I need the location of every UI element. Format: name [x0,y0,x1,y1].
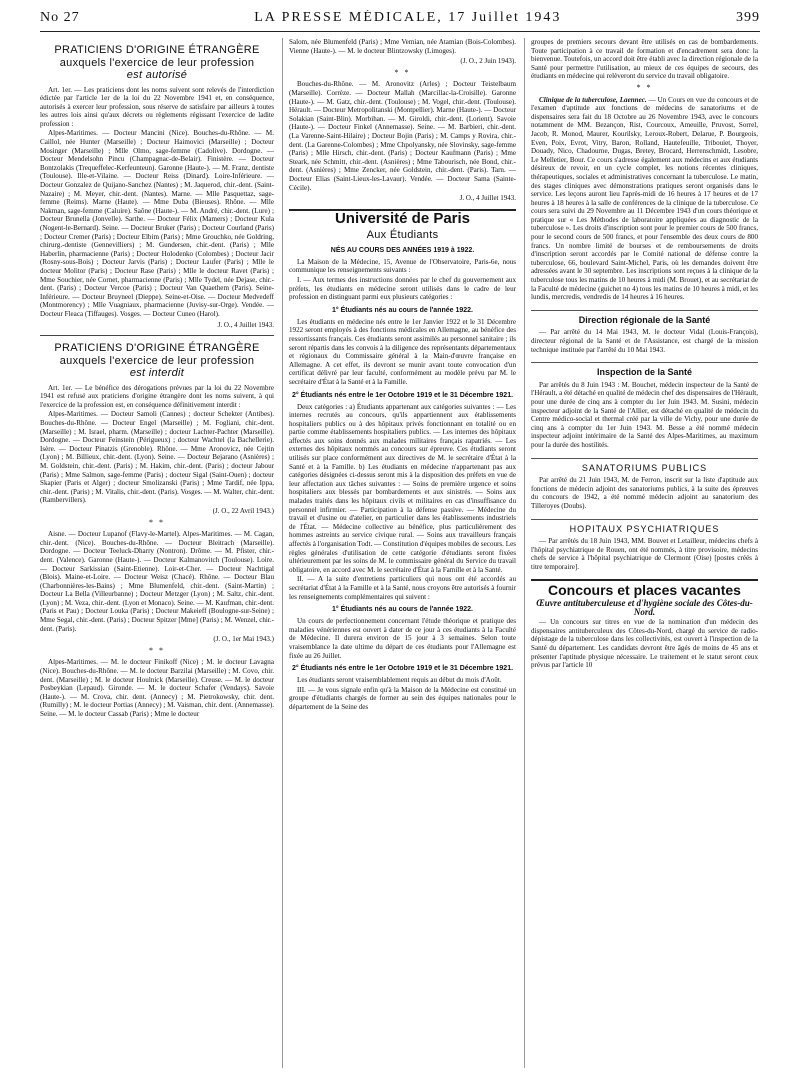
page-number: 399 [735,10,760,25]
students-title: Aux Étudiants [366,229,439,242]
paragraph: Un cours de perfectionnement concernant l'étude théorique et pratique des maladies vénériennes est ouvert à dater de ce jour à ces étudiants à la Faculté de Médecine. Il durera environ de 15 jour à 3 semaines. Selon toute vraisemblance la date ultime du départ de ces étudiants pour l'Allemagne est fixée au 26 Juillet. [289,617,516,660]
paragraph: Deux catégories : a) Étudiants appartenant aux catégories suivantes : — Les internes recrutés au concours, qu'ils appartiennent aux établissements hospitaliers publics ou à des hôpitaux privés fonctionnant en totalité ou en partie comme établissements hospitaliers publics. — Les internes des hôpitaux affectés aux soins donnés aux malades militaires français rapatriés. — Les externes des hôpitaux nommés au concours sur épreuve. Ces étudiants seront utilisés sur place conformément aux directives de M. le secrétaire d'État à la Santé et à la Famille. b) Les étudiants en médecine n'appartenant pas aux catégories désignées ci-dessus seront mis à la disposition des préfets en vue de leur affectation aux tâches suivantes : — Soins de première urgence et soins hospitaliers aux blessés par bombardements et aux sinistrés. — Soins aux malades traités dans les hôpitaux civils et militaires en cas d'insuffisance du personnel infirmier. — Participation à la défense passive. — Médecine du travail et d'usine ou d'atelier, en particulier dans les établissements industriels de l'État. — Médecine collective au bénéfice, plus particulièrement des hommes astreints au service civique rural. — Soins aux travailleurs français affectés à l'organisation Todt. — Constitution d'équipes mobiles de secours. Les règles générales d'utilisation de cette catégorie d'étudiants seront fixées ultérieurement par les soins de M. le commissaire général du Service du travail obligatoire, en accord avec M. le secrétaire d'État à la Famille et à la Santé. [289,402,516,574]
students-subtitle: NÉS AU COURS DES ANNÉES 1919 à 1922. [330,246,475,254]
section-subtitle-line: auxquels l'exercice de leur profession [59,56,255,69]
regional-health-title: Direction régionale de la Santé [531,310,758,325]
columns [40,38,760,1068]
source-signature: (J. O., 22 Avril 1943.) [212,506,274,515]
continued-list: Salom, née Blumenfeld (Paris) ; Mme Vemian, née Atamian (Bois-Colombes). Vienne (Haute-). — M. le docteur Blintzowsky (Limoges). [289,38,516,55]
clinic-heading: Clinique de la tuberculose, Laennec. [539,95,647,104]
paragraph: Par arrêtés du 8 Juin 1943 : M. Bouchet, médecin inspecteur de la Santé de l'Hérault, a été détaché en qualité de médecin chef des dispensaires de l'Hérault, pour une durée de cinq ans à compter du 1er Juin 1943. M. Susini, médecin inspecteur adjoint de la Santé de l'Allier, est détaché en qualité de médecin du Centre médico-social et thermal créé par la ville de Vichy, pour une durée de cinq ans à compter du 1er Juin 1943. M. Besse a été nommé médecin inspecteur adjoint intérimaire de la Santé des Alpes-Maritimes, au maximum pour la durée des hostilités. [531,380,758,449]
divider [40,335,274,336]
separator-stars: * * [394,67,411,77]
paragraph: III. — Je vous signale enfin qu'à la Maison de la Médecine est constitué un groupe d'étudiants chargés de former au sein des équipes nationales pour le département de la Seine des [289,685,516,711]
competitions-title: Concours et places vacantes [531,579,758,595]
section-title-line: PRATICIENS D'ORIGINE ÉTRANGÈRE [54,44,260,56]
forbidden-list-3: Alpes-Maritimes. — M. le docteur Finikoff (Nice) ; M. le docteur Lavagna (Nice). Bouches-du-Rhône. — M. le docteur Barzilai (Marseille) ; M. Covo, chir. dent. (Marseille) ; M. le docteur Houlnick (Marseille). Creuse. — M. le docteur Posbeykian (Lepaud). Gironde. — M. le docteur Schafer (Vendays). Savoie (Haute-). — M. Crova, chir. dent. (Annecy) ; M. Pietrokowsky, chir. dent. (Rumilly) ; M. le docteur Portias (Annecy) ; M. Vaisman, chir. dent. (Annemasse). Seine. — M. le docteur Cassab (Paris) ; Mme le docteur [40,658,274,718]
masthead-title: LA PRESSE MÉDICALE, 17 Juillet 1943 [254,10,562,25]
article-paragraph: Art. 1er. — Le bénéfice des dérogations prévues par la loi du 22 Novembre 1941 est refusé aux praticiens d'origine étrangère dont les noms suivent, à qui l'exercice de la profession est, en conséquence définitivement interdit : [40,383,274,409]
column-3 [524,38,758,1068]
separator-stars: * * [149,645,165,655]
paragraph: groupes de premiers secours devant être utilisés en cas de bombardements. Toute participation à ce travail de formation et d'encadrement sera donc la bienvenue. Toutefois, un accord doit être établi avec la direction régionale de la Santé pour permettre l'utilisation, au mieux de ces équipes de secours, des étudiants en médecine qui relèveront du service du travail obligatoire. [531,38,758,81]
column-2 [282,38,516,1068]
section-title-authorized [40,44,274,82]
subheading: 1° Étudiants nés au cours de l'année 1922. [331,606,473,614]
psychiatric-hospitals-title: HOPITAUX PSYCHIATRIQUES [531,519,758,534]
section-title-forbidden [40,342,274,380]
article-paragraph: Art. 1er. — Les praticiens dont les noms suivent sont relevés de l'interdiction édictée par l'article 1er de la loi du 22 Novembre 1941 et, en conséquence, autorisés à exercer leur profession, sous réserve de satisfaire par ailleurs à toutes les autres lois ainsi qu'aux décrets ou règlements régissant l'exercice de ladite profession : [40,85,274,128]
newspaper-page [40,10,760,1072]
subheading: 2° Étudiants nés entre le 1er Octobre 1919 et le 31 Décembre 1921. [291,665,514,673]
university-title: Université de Paris [289,209,516,224]
source-signature: J. O., 4 Juillet 1943. [459,194,516,203]
source-signature: (J. O., 1er Mai 1943.) [213,635,274,644]
paragraph: II. — A la suite d'entretiens particuliers qui nous ont été accordés au secrétariat d'État à la Famille et à la Santé, nous croyons être autorisés à fournir les renseignements complémentaires qui suivent : [289,575,516,601]
separator-stars: * * [149,517,165,527]
authorized-list: Alpes-Maritimes. — Docteur Mancini (Nice). Bouches-du-Rhône. — M. Caillol, née Hunter (Marseille) ; Docteur Haimovici (Marseille) ; Docteur Mosinger (Marseille) ; Mlle Olmo, sage-femme (Cadolive). Dordogne. — Docteur Mendelsohn Pincu (Champagnac-de-Belair). Finistère. — Docteur Bontzolakis (Trequeffelec-Kerfeunteun). Garonne (Haute-). — M. Franz, dentiste (Toulouse). Ille-et-Vilaine. — Docteur Reiss (Dinard). Loire-Inférieure. — Docteur Gonzalez de Quijano-Sanchez (Nantes) ; M. Jaquerod, chir.-dent. (Saint-Nazaire) ; M. Meyer, chir.-dent. (Nantes). Marne. — Mlle Pasquettaz, sage-femme (Reims). Marne (Haute). — Mme Duba (Bieuses). Rhône. — Mlle Nakman, sage-femme (Caluire). Saône (Haute-). — M. André, chir.-dent. (Lure) ; Docteur Brunella (Jonvelle). Sarthe. — Docteur Félix (Mamers) ; Docteur Kula (Nogent-le-Bernard). Seine. — Docteur Bruker (Paris) ; Docteur Courland (Paris) ; Docteur Cremer (Paris) ; Docteur Elbim (Paris) ; Mme Grouchko, née Goldring, chirurg.-dentiste (Gennevilliers) ; M. Gundersen, chir.-dent. (Paris) ; Mlle Haberlin, pharmacienne (Paris) ; Docteur Holodenko (Colombes) ; Docteur Jacir (Rosny-sous-Bois) ; Docteur Jarvis (Paris) ; Docteur Laufer (Paris) ; Mlle le docteur Molitor (Paris) ; Docteur Rase (Paris) ; Mlle le docteur Ravet (Paris) ; Mme Souchier, née Cornet, pharmacienne (Paris) ; Mlle Tydel, née Dejase, chir.-dent. (Paris) ; Docteur Vercoe (Paris) ; Docteur Van Quaethem (Paris). Seine-Inférieure. — Docteur Bruyneel (Dieppe). Seine-et-Oise. — Docteur Medvedeff (Montmorency) ; Mlle Vuagniaux, pharmacienne (Juvisy-sur-Orge). Vendée. — Docteur Fleaca (Tiffauges). Vosges. — Docteur Cuneo (Harol). [40,129,274,318]
issue-number: No 27 [40,10,80,25]
health-inspection-title: Inspection de la Santé [531,362,758,377]
clinic-text: — Un Cours en vue du concours et de l'examen d'aptitude aux fonctions de médecins de sanatoriums et de dispensaires sera fait du 18 Octobre au 26 Novembre 1943, avec le concours notamment de MM. Bezançon, Rist, Courcoux, Ameuille, Pruvost, Sorrel, Jacob, R. Monod, Maurer, Kourilsky, Leroux-Robert, Delarue, P. Bourgeois, Even, Poix, Evrot, Vitry, Baron, Rolland, Hautefeuille, Tribouiet, Thoyer, Douady, Nico, Chadourne, Dugas, Bretey, Brocard, Herrenschmidt, Lesobre, Le Melletier, Bour. Ce cours s'adresse également aux médecins et aux étudiants désireux de revoir, en un cycle complet, les notions récentes cliniques, thérapeutiques, sociales et administratives concernant la tuberculose. Le matin, des stages cliniques avec démonstrations pratiques seront organisés dans le service. Les leçons auront lieu l'après-midi de 16 heures à 17 heures et de 17 heures à 18 heures à la salle de conférences de la clinique de la tuberculose. Ce cours sera suivi du 29 Novembre au 11 Décembre 1943 d'un cours théorique et pratique sur « Les Méthodes de laboratoire appliquées au diagnostic de la tuberculose ». Les droits d'inscription sont pour le premier cours de 500 francs, pour le second cours de 500 francs, et pour l'ensemble des deux cours de 800 francs. Un nombre limité de bourses et de remboursements de droits d'inscription seront accordés par le Comité national de défense contre la tuberculose, 66, boulevard Saint-Michel, Paris, où les demandes doivent être adressées avant le 30 septembre. Les inscriptions sont reçues à la clinique de la tuberculose tous les matins de 10 heures à midi (M. Brouet), et au secrétariat de la Faculté de médecine (guichet no 4) tous les matins de 10 heures à midi, et les lundis, mercredis, vendredis de 14 heures à 16 heures. [531,95,758,302]
forbidden-list-4: Bouches-du-Rhône. — M. Aronovitz (Arles) ; Docteur Teistelbaum (Marseille). Corrèze. — Docteur Mallah (Marcillac-la-Croisille). Garonne (Haute-). — M. Gatz, chir.-dent. (Toulouse) ; M. Vogel, chir.-dent. (Toulouse). Hérault. — Docteur Metropolitanski (Montpellier). Marne (Haute-). — Docteur Solakian (Saint-Blin). Morbihan. — M. Giroldi, chir.-dent. (Lorient). Savoie (Haute-). — Docteur Finkel (Annemasse). Seine. — M. Barbieri, chir.-dent. (La Varenne-Saint-Hilaire) ; Docteur Bojin (Paris) ; M. Camps y Rovira, chir.-dent. (La Garenne-Colombes) ; Mme Chpolyansky, née Slovinsky, sage-femme (Paris) ; Mlle Hirsch, chir.-dent. (Paris) ; Docteur Kaufmann (Paris) ; Mme Steark, née Schmitt, chir.-dent. (Asnières) ; Mme Tabourisch, née Bond, chir.-dent. (Asnières) ; Mme Zencker, née Goldstein, chir.-dent. (Paris). Tarn. — Docteur Elias (Saint-Lieux-les-Lavaur). Vendée. — Docteur Sama (Sainte-Cécile). [289,80,516,192]
source-signature: (J. O., 2 Juin 1943). [460,57,516,66]
column-1 [40,38,274,1068]
section-subtitle-emphasis: est autorisé [126,69,188,81]
page-header [40,10,760,32]
subheading: 1° Étudiants nés au cours de l'année 1922. [331,306,473,314]
forbidden-list-2: Aisne. — Docteur Lupanof (Flavy-le-Martel). Alpes-Maritimes. — M. Cagan, chir.-dent. (Nice). Bouches-du-Rhône. — Docteur Bleitrach (Marseille). Dordogne. — Docteur Teeluck-Dharry (Nontron). Drôme. — M. Pfister, chir.-dent. (Valence). Garonne (Haute-). — Docteur Kalmanovitch (Toulouse). Loire. — Docteur Sarkissian (Saint-Etienne). Loir-et-Cher. — Docteur Nachtigal (Blois). Maine-et-Loire. — Docteur Weisz (Chacé). Rhône. — Docteur Blau (Charbonnières-les-Bains) ; Mme Blumenfeld, chir.-dent. (Saint-Martin) ; Docteur La Bella (Villeurbanne) ; Docteur Metzger (Lyon) ; M. Saltz, chir.-dent. (Lyon) ; M. Veza, chir.-dent. (Lyon et Monaco). Seine. — M. Kaufman, chir.-dent. (Paris et Pau) ; Docteur Louka (Paris) ; Docteur Makeieff (Boulogne-sur-Seine) ; Mme Segal, chir.-dent. (Paris) ; Docteur Spitzer [Mme] (Paris) ; M. Wenzel, chir.-dent. (Paris). [40,530,274,633]
paragraph: — Par arrêtés du 18 Juin 1943, MM. Bouvet et Letailleur, médecins chefs à l'hôpital psychiatrique de Rouen, ont été nommés, à titre provisoire, médecins chefs de service à l'hôpital psychiatrique de Clermont (Oise) [postes créés à titre temporaire]. [531,537,758,571]
paragraph: La Maison de la Médecine, 15, Avenue de l'Observatoire, Paris-6e, nous communique les renseignements suivants : [289,257,516,275]
source-signature: J. O., 4 Juillet 1943. [217,320,274,329]
paragraph: — Un concours sur titres en vue de la nomination d'un médecin des dispensaires antituberculeux des Côtes-du-Nord, chargé du service de radio-dépistage de la tuberculose dans les collectivités, est ouvert à l'inspection de la Santé du département. Les candidats devront être âgés de moins de 45 ans et présenter l'aptitude physique nécessaire. Le traitement et le statut seront ceux prévus par l'article 10 [531,618,758,670]
paragraph: Les étudiants seront vraisemblablement requis au début du mois d'Août. [297,676,502,685]
oeuvre-heading: Œuvre antituberculeuse et d'hygiène sociale des Côtes-du-Nord. [536,598,753,617]
section-subtitle-line: auxquels l'exercice de leur profession [59,354,255,367]
forbidden-list: Alpes-Maritimes. — Docteur Samoli (Cannes) ; docteur Schekter (Antibes). Bouches-du-Rhône. — Docteur Engel (Marseille) ; M. Fogliani, chir.-dent. (Marseille) ; M. Israel, pharm. (Marseille) ; docteur Lachter-Pachter (Marseille). Dordogne. — Docteur Feinstein (Périgueux) ; docteur Wachtel (la Bachellerie). Isère. — Docteur Pinatzis (Grenoble). Rhône. — Mme Aronovicz, née Cejtin (Lyon) ; M. Billieux, chir.-dent. (Lyon). Seine. — Docteur Bejarano (Asnières) ; M. Goldstein, chir.-dent. (Paris) ; M. Hakim, chir.-dent. (Paris) ; docteur Jabour (Paris) ; Mme Salmon, sage-femme (Paris) ; docteur Sigal (Saint-Ouen) ; docteur Skapier (Paris et Alger) ; docteur Smolizanski (Paris) ; Mme Tardif, née Ippa, chir.-dent. (Paris) ; M. Vitalis, chir.-dent. (Paris). Vosges. — M. Walter, chir.-dent. (Rambervillers). [40,410,274,505]
paragraph: I. — Aux termes des instructions données par le chef du gouvernement aux préfets, les étudiants en médecine seront utilisés dans le cadre de leur profession en distinguant parmi eux plusieurs catégories : [289,275,516,302]
paragraph: — Par arrêté du 14 Mai 1943, M. le docteur Vidal (Louis-François), directeur régional de la Santé et de l'Assistance, est chargé de la mission technique instituée par l'arrêté du 10 Mai 1943. [531,328,758,354]
separator-stars: * * [636,82,653,92]
tuberculosis-clinic-paragraph [531,96,758,302]
section-subtitle-emphasis: est interdit [129,367,185,380]
subheading: 2° Étudiants nés entre le 1er Octobre 1919 et le 31 Décembre 1921. [291,391,514,399]
section-title-line: PRATICIENS D'ORIGINE ÉTRANGÈRE [54,342,260,355]
paragraph: Par arrêté du 21 Juin 1943, M. de Ferron, inscrit sur la liste d'aptitude aux fonctions de médecin adjoint des sanatoriums publics, à la suite des épreuves du concours de 1942, a été nommé médecin adjoint au sanatorium des Tilleroyes (Doubs). [531,476,758,510]
paragraph: Les étudiants en médecine nés entre le 1er Janvier 1922 et le 31 Décembre 1922 seront employés à des fonctions médicales en Allemagne, au bénéfice des ressortissants français. Ces étudiants seront assimilés au personnel sanitaire ; ils seront répartis dans les convois à la diligence des représentants départementaux et régionaux du Commissaire général à la Main-d'œuvre française en Allemagne. A cet effet, ils devront se munir avant toute convocation d'un certificat délivré par leur faculté, conformément au modèle prévu par M. le secrétaire d'État à la Santé et à la Famille. [289,317,516,386]
sanatoriums-title: SANATORIUMS PUBLICS [531,458,758,473]
